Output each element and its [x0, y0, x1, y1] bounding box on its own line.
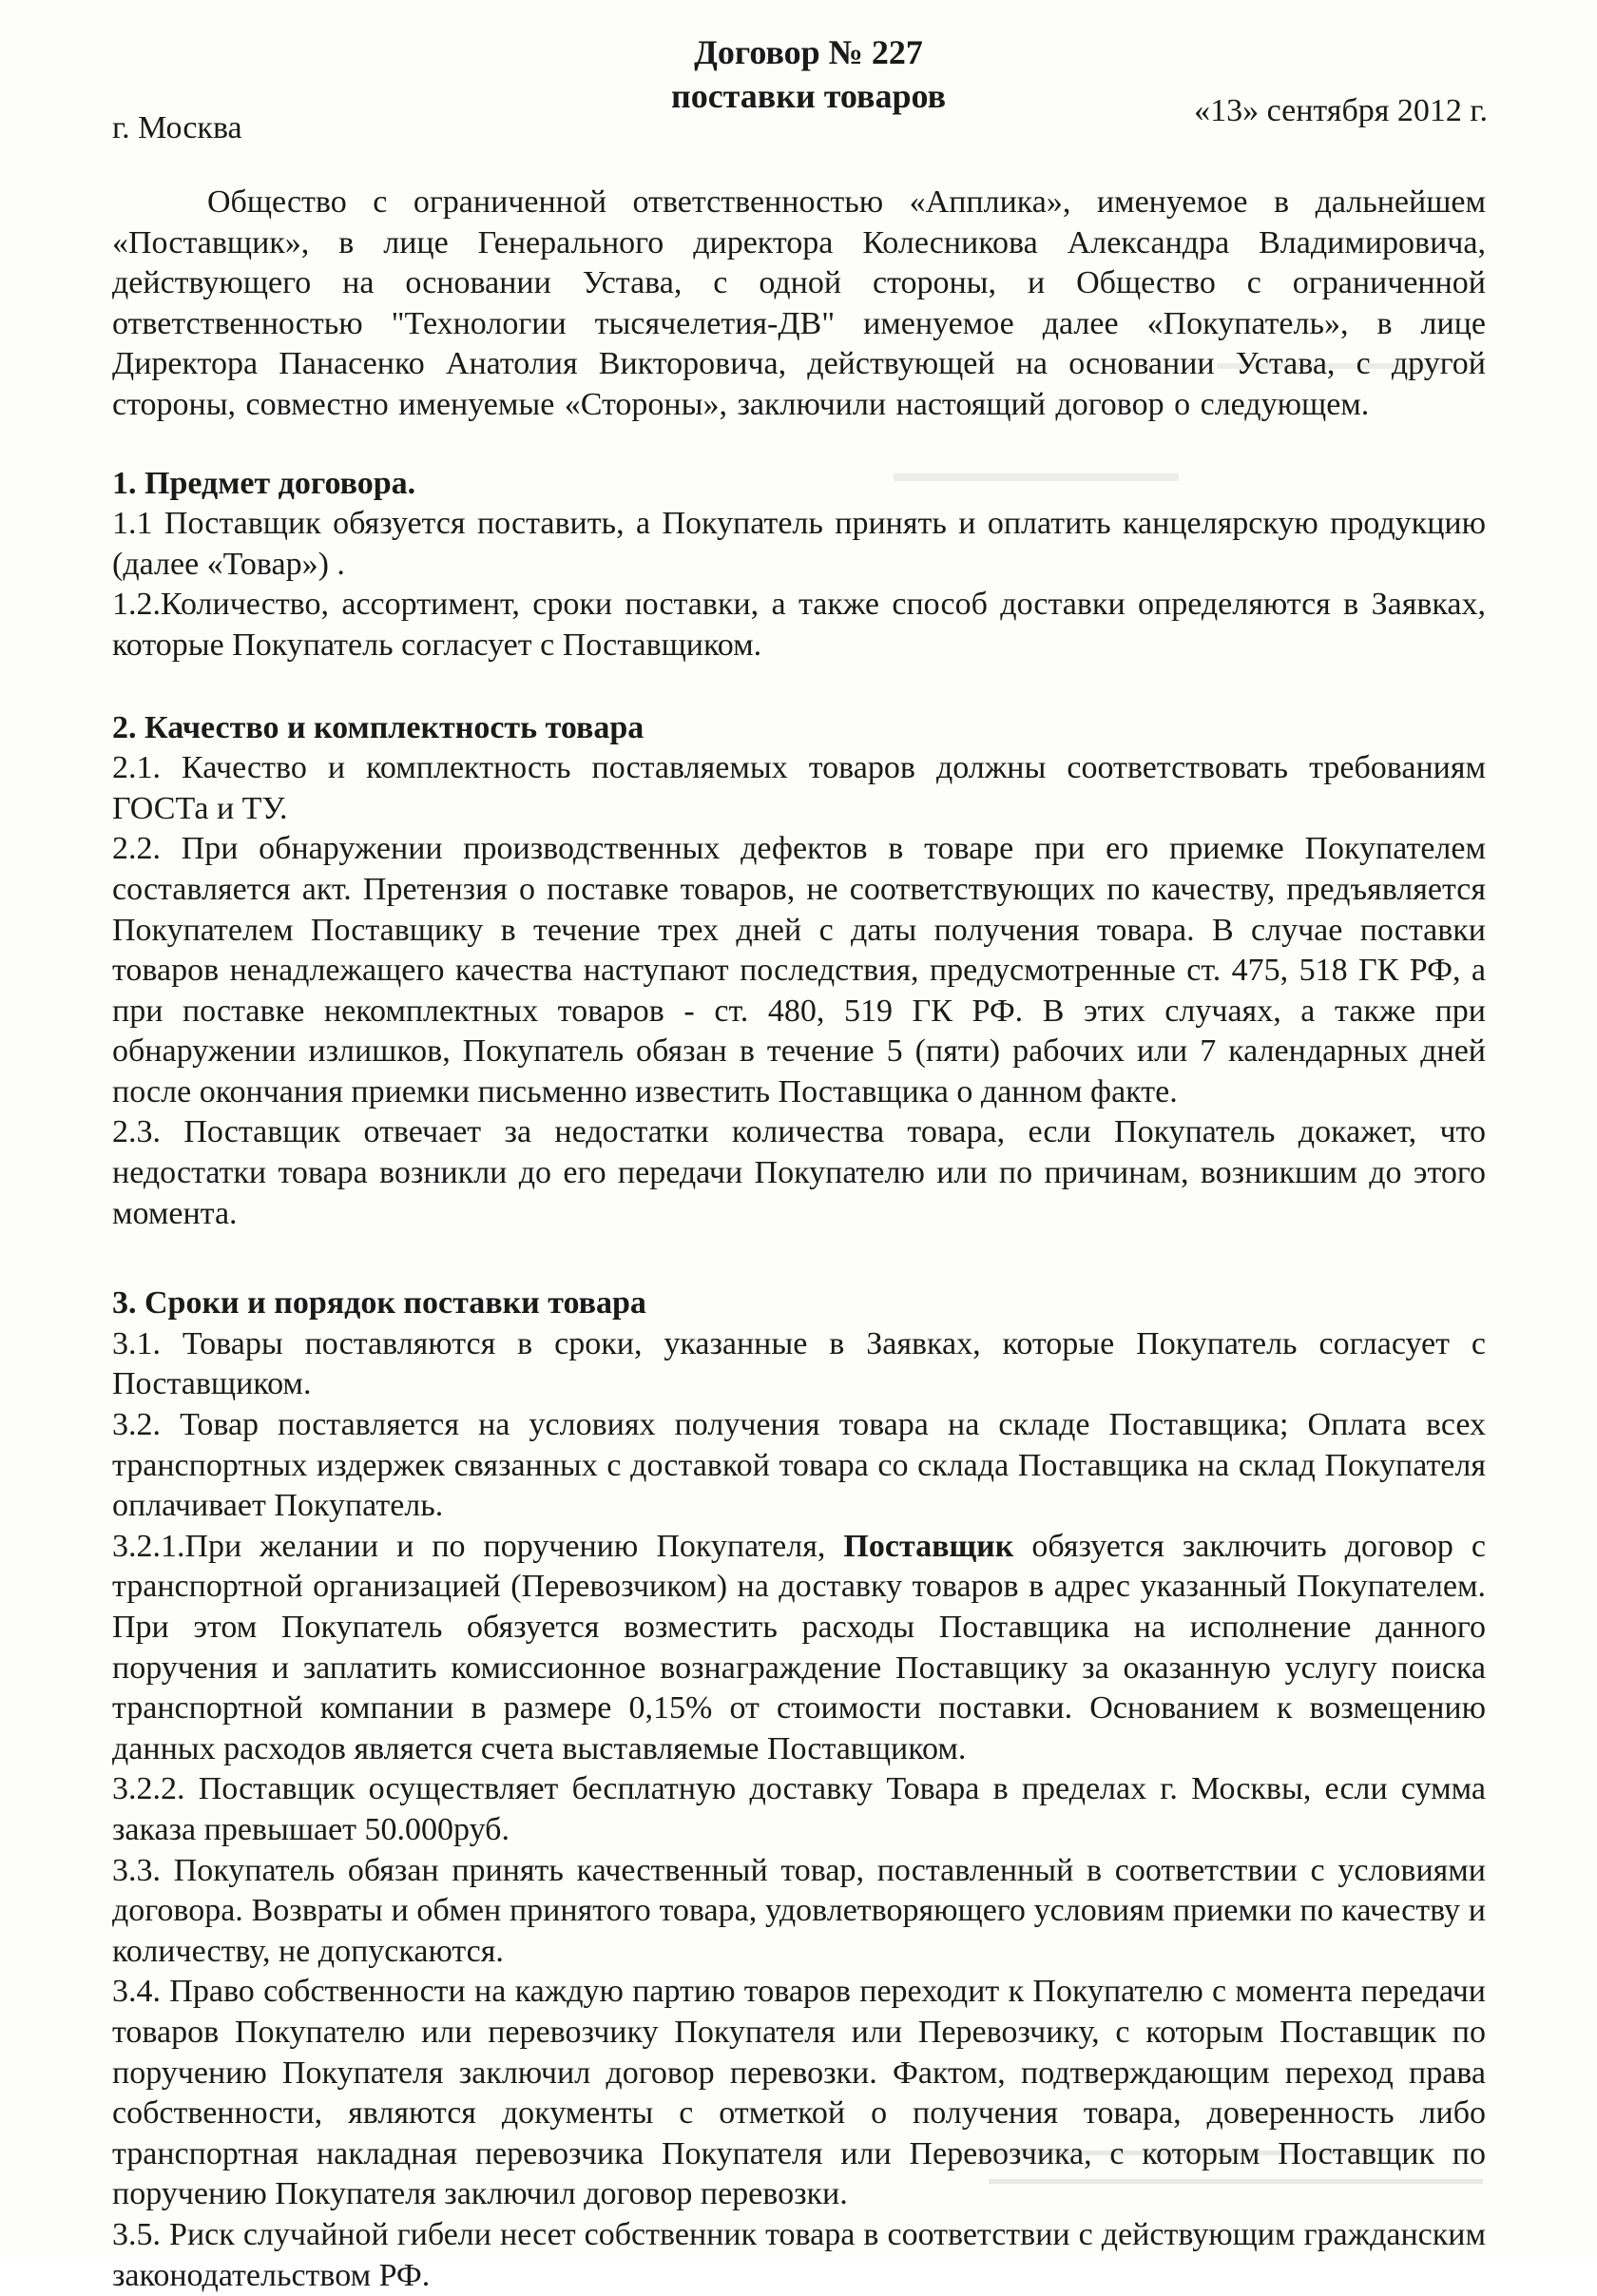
preamble: Общество с ограниченной ответственностью «Апплика», именуемое в дальнейшем «Поставщик», в лице Генерального директора Колесникова Александра Владимировича, действующего на основании Устава, с одной стороны, и Общество с ограниченной ответственностью "Технологии тысячелетия-ДВ" именуемое далее «Покупатель», в лице Директора Панасенко Анатолия Викторовича, действующей на основании Устава, с другой стороны, совместно именуемые «Стороны», заключили настоящий договор о следующем.	[112, 184, 1486, 422]
section-title: 1. Предмет договора.	[112, 465, 416, 501]
clause-3-2-1-rest: обязуется заключить договор с транспортной организацией (Перевозчиком) на доставку товаров в адрес указанный Покупателем. При этом Покупатель обязуется возместить расходы Поставщика на исполнение данного поручения и заплатить комиссионное вознаграждение Поставщику за оказанную услугу поиска транспортной компании в размере 0,15% от стоимости поставки. Основанием к возмещению данных расходов является счета выставляемые Поставщиком.	[112, 1528, 1487, 1766]
place-date-row	[112, 91, 1488, 145]
clause-3-2-1-lead: 3.2.1.При желании и по поручению Покупателя,	[112, 1528, 826, 1564]
clause-3-2-1	[112, 1527, 1486, 1770]
section-delivery	[112, 1283, 1486, 2296]
clause-3-5: 3.5. Риск случайной гибели несет собственник товара в соответствии с действующим гражданским законодательством РФ.	[112, 2216, 1486, 2293]
section-title: 3. Сроки и порядок поставки товара	[112, 1285, 646, 1322]
contract-city: г. Москва	[112, 110, 242, 145]
clause-3-2-2: 3.2.2. Поставщик осуществляет бесплатную доставку Товара в пределах г. Москвы, если сумма заказа превышает 50.000руб.	[112, 1771, 1486, 1847]
clause-2-3: 2.3. Поставщик отвечает за недостатки количества товара, если Покупатель докажет, что недостатки товара возникли до его передачи Покупателю или по причинам, возникшим до этого момента.	[112, 1114, 1486, 1231]
section-subject	[112, 464, 1486, 666]
contract-date: «13» сентября 2012 г.	[1194, 93, 1488, 128]
clause-3-4: 3.4. Право собственности на каждую партию товаров переходит к Покупателю с момента передачи товаров Покупателю или перевозчику Покупателя или Перевозчику, с которым Поставщик по поручению Покупателя заключил договор перевозки. Фактом, подтверждающим переход права собственности, являются документы с отметкой о получения товара, доверенность либо транспортная накладная перевозчика Покупателя или Перевозчика, с которым Поставщик по поручению Покупателя заключил договор перевозки.	[112, 1974, 1486, 2212]
clause-2-2: 2.2. При обнаружении производственных дефектов в товаре при его приемке Покупателем составляется акт. Претензия о поставке товаров, не соответствующих по качеству, предъявляется Покупателем Поставщику в течение трех дней с даты получения товара. В случае поставки товаров ненадлежащего качества наступают последствия, предусмотренные ст. 475, 518 ГК РФ, а при поставке некомплектных товаров - ст. 480, 519 ГК РФ. В этих случаях, а также при обнаружении излишков, Покупатель обязан в течение 5 (пяти) рабочих или 7 календарных дней после окончания приемки письменно известить Поставщика о данном факте.	[112, 831, 1486, 1109]
document-title: Договор № 227	[694, 33, 923, 71]
clause-3-2: 3.2. Товар поставляется на условиях получения товара на складе Поставщика; Оплата всех транспортных издержек связанных с доставкой товара со склада Поставщика на склад Покупателя оплачивает Покупатель.	[112, 1407, 1486, 1524]
clause-2-1: 2.1. Качество и комплектность поставляемых товаров должны соответствовать требованиям ГОСТа и ТУ.	[112, 750, 1486, 826]
clause-3-3: 3.3. Покупатель обязан принять качественный товар, поставленный в соответствии с условиями договора. Возвраты и обмен принятого товара, удовлетворяющего условиям приемки по качеству и количеству, не допускаются.	[112, 1852, 1486, 1969]
document-body	[112, 29, 1486, 2296]
clause-1-2: 1.2.Количество, ассортимент, сроки поставки, а также способ доставки определяются в Заявках, которые Покупатель согласует с Поставщиком.	[112, 587, 1486, 663]
clause-1-1: 1.1 Поставщик обязуется поставить, а Покупатель принять и оплатить канцелярскую продукцию (далее «Товар») .	[112, 506, 1486, 582]
section-quality	[112, 708, 1486, 1235]
document-subtitle: поставки товаров	[670, 77, 947, 115]
clause-3-1: 3.1. Товары поставляются в сроки, указанные в Заявках, которые Покупатель согласует с Поставщиком.	[112, 1325, 1486, 1402]
supplier-emphasis: Поставщик	[843, 1528, 1014, 1564]
section-title: 2. Качество и комплектность товара	[112, 709, 645, 745]
